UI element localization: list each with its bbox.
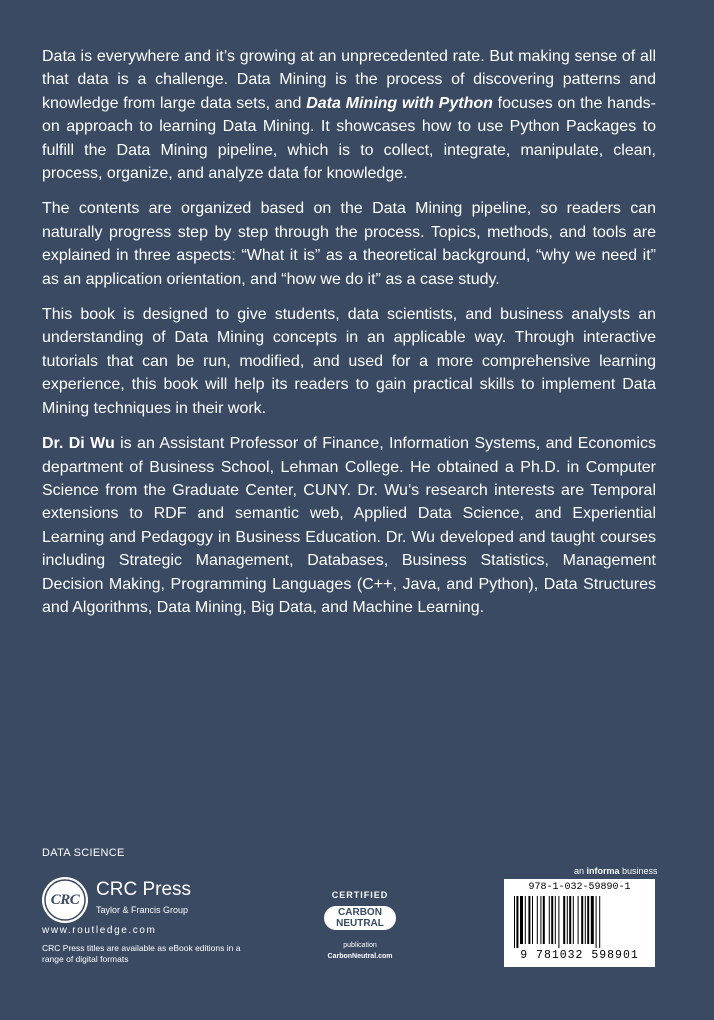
- carbon-neutral-badge: [318, 884, 402, 968]
- barcode-bar: [525, 896, 526, 944]
- crc-logo: [42, 877, 88, 923]
- barcode-bar: [516, 896, 518, 948]
- informa-business-label: [574, 866, 658, 876]
- blurb-paragraph-1: [42, 45, 656, 185]
- publisher-group: Taylor & Francis Group: [96, 905, 189, 915]
- barcode-bar: [578, 896, 579, 944]
- barcode-bar: [551, 896, 553, 944]
- barcode-bar: [514, 896, 515, 948]
- ean-number: 9 781032 598901: [520, 949, 639, 962]
- publisher-website: www.routledge.com: [42, 925, 157, 936]
- barcode-bar: [528, 896, 530, 944]
- carbon-neutral-label: [324, 906, 396, 930]
- blurb-intro: Data is everywhere and it’s growing at an unprecedented rate. But making sense of all that data is a challenge. Data Mining is the process of discovering patterns and knowledge from large data sets, and: [42, 48, 656, 112]
- author-bio-text: is an Assistant Professor of Finance, Information Systems, and Economics department of Business School, Lehman College. He obtained a Ph.D. in Computer Science from the Graduate Center, CUNY. Dr. Wu’s research interests are Temporal extensions to RDF and semantic web, Applied Data Science, and Experiential Learning and Pedagogy in Business Education. Dr. Wu developed and taught courses including Strategic Management, Databases, Business Statistics, Management Decision Making, Programming Languages (C++, Java, and Python), Data Structures and Algorithms, Data Mining, Big Data, and Machine Learning.: [42, 435, 656, 616]
- subject-category: DATA SCIENCE: [42, 847, 125, 859]
- barcode-icon: [514, 896, 645, 948]
- carbon-url: CarbonNeutral.com: [327, 953, 393, 960]
- informa-prefix: an: [574, 866, 587, 876]
- isbn-number: 978-1-032-59890-1: [528, 882, 631, 893]
- ebook-note: CRC Press titles are available as eBook editions in a range of digital formats: [42, 943, 241, 964]
- book-title: Data Mining with Python: [306, 94, 493, 112]
- barcode-bar: [573, 896, 574, 944]
- barcode-bar: [591, 896, 594, 944]
- publisher-name: CRC Press: [96, 879, 192, 900]
- barcode-bar: [587, 896, 589, 944]
- barcode-bar: [585, 896, 586, 944]
- carbon-certified-label: CERTIFIED: [331, 890, 389, 900]
- barcode-bar: [581, 896, 583, 944]
- barcode-bar: [549, 896, 550, 944]
- carbon-publication-label: publication: [343, 942, 377, 949]
- barcode-bar: [520, 896, 523, 944]
- barcode-bar: [567, 896, 568, 944]
- barcode-bar: [532, 896, 533, 944]
- crc-logo-text: CRC: [50, 891, 80, 908]
- barcode-bar: [543, 896, 545, 944]
- blurb-continued: focuses on the hands-on approach to learning Data Mining. It showcases how to use Python Packages to fulfill the Data Mining pipeline, which is to collect, integrate, manipulate, clean, process, organize, and analyze data for knowledge.: [42, 94, 657, 183]
- informa-brand: informa: [586, 866, 620, 876]
- blurb-paragraph-2: The contents are organized based on the Data Mining pipeline, so readers can naturally progress step by step through the process. Topics, methods, and tools are explained in three aspects: “What it is” as a theoretical background, “why we need it” as an application orientation, and “how we do it” as a case study.: [42, 200, 656, 288]
- carbon-line-2: NEUTRAL: [336, 918, 384, 929]
- barcode-bar: [563, 896, 565, 944]
- barcode-bar: [599, 896, 600, 948]
- barcode-bar: [569, 896, 571, 944]
- isbn-barcode: [504, 879, 655, 967]
- author-bio: [42, 432, 656, 619]
- author-name: Dr. Di Wu: [42, 435, 115, 453]
- blurb-paragraph-3: This book is designed to give students, data scientists, and business analysts an understanding of Data Mining concepts in an applicable way. Through interactive tutorials that can be run, modified, and used for a more comprehensive learning experience, this book will help its readers to gain practical skills to implement Data Mining techniques in their work.: [42, 306, 656, 417]
- informa-suffix: business: [619, 866, 658, 876]
- barcode-bar: [540, 896, 541, 944]
- barcode-bar: [558, 896, 559, 948]
- back-cover-text: [42, 45, 656, 631]
- barcode-bar: [596, 896, 597, 948]
- carbon-line-1: CARBON: [338, 907, 382, 918]
- barcode-bar: [555, 896, 556, 944]
- barcode-bar: [537, 896, 538, 944]
